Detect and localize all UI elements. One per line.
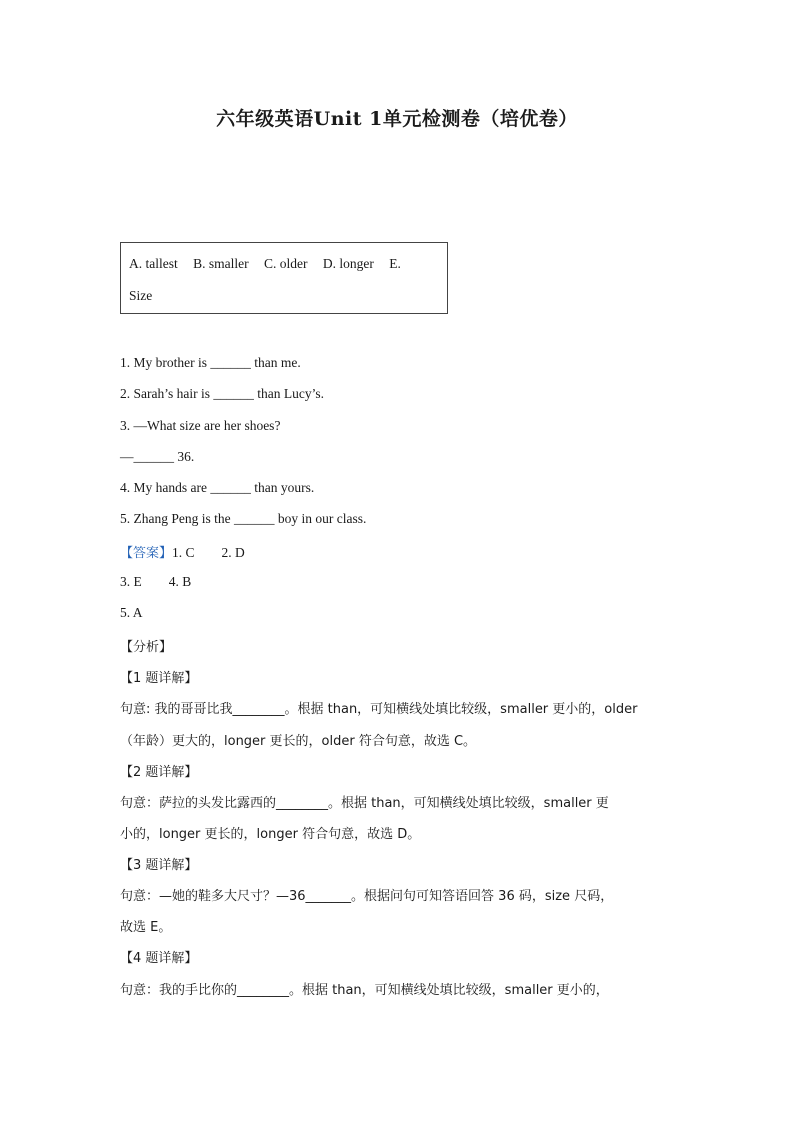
- question-5: 5. Zhang Peng is the ______ boy in our class.: [120, 511, 367, 526]
- question-3: 3. —What size are her shoes?: [120, 418, 281, 433]
- detail-3-line-2: 故选 E。: [120, 920, 172, 935]
- detail-4-line-1: 句意：我的手比你的________。根据 than，可知横线处填比较级，smaller 更小的，: [120, 983, 609, 998]
- option-d: D. longer: [322, 256, 374, 271]
- option-e-word: Size: [129, 288, 153, 303]
- page-title: 六年级英语Unit 1单元检测卷（培优卷）: [216, 108, 578, 130]
- option-b: B. smaller: [193, 256, 249, 271]
- analysis-label: 【分析】: [120, 640, 173, 655]
- question-2: 2. Sarah’s hair is ______ than Lucy’s.: [120, 386, 324, 401]
- detail-1-line-1: 句意: 我的哥哥比我________。根据 than，可知横线处填比较级，smaller 更小的，older: [120, 702, 638, 717]
- options-line: [129, 256, 401, 272]
- detail-1-label: 【1 题详解】: [120, 671, 198, 686]
- answer-label: 【答案】: [120, 546, 173, 561]
- answer-line-1: [120, 542, 680, 561]
- answer-line-2: 3. E 4. B: [120, 574, 192, 589]
- detail-1-line-2: （年龄）更大的，longer 更长的，older 符合句意，故选 C。: [120, 734, 477, 749]
- question-3-answer-line: —______ 36.: [120, 449, 195, 464]
- detail-2-label: 【2 题详解】: [120, 765, 198, 780]
- answer-line-3: 5. A: [120, 605, 143, 620]
- question-4: 4. My hands are ______ than yours.: [120, 480, 315, 495]
- option-c: C. older: [264, 256, 308, 271]
- detail-3-line-1: 句意：—她的鞋多大尺寸？—36_______。根据问句可知答语回答 36 码，size 尺码，: [120, 889, 614, 904]
- word-options-box: [120, 242, 448, 314]
- detail-4-label: 【4 题详解】: [120, 951, 198, 966]
- question-1: 1. My brother is ______ than me.: [120, 355, 301, 370]
- option-e: E.: [389, 256, 401, 271]
- detail-2-line-2: 小的，longer 更长的，longer 符合句意，故选 D。: [120, 827, 421, 842]
- detail-2-line-1: 句意：萨拉的头发比露西的________。根据 than，可知横线处填比较级，smaller 更: [120, 796, 609, 811]
- detail-3-label: 【3 题详解】: [120, 858, 198, 873]
- option-a: A. tallest: [129, 256, 178, 271]
- answer-values-1: 1. C 2. D: [172, 545, 245, 560]
